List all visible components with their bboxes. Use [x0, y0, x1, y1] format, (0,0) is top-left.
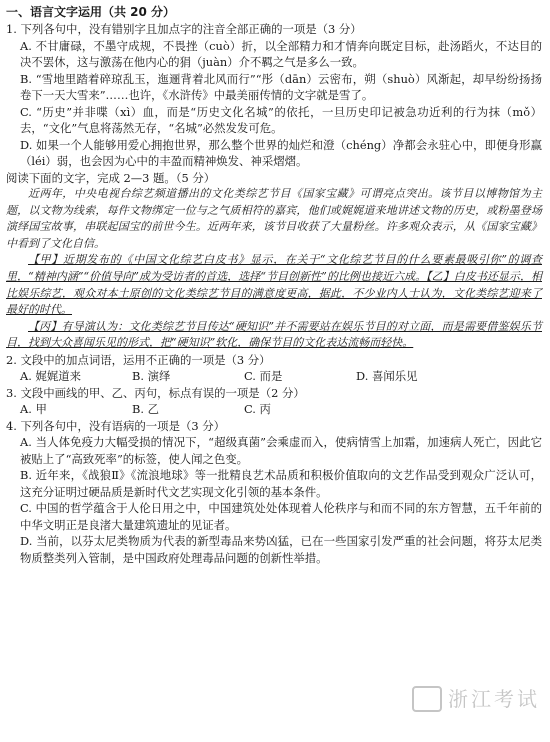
passage-paragraph-2: 【甲】近期发布的《中国文化综艺白皮书》显示，在关于“文化综艺节目的什么要素最吸引你”的调查里，“精神内涵”“价值导向”成为受访者的首选，选择“节目创新性”的比例也接近六成。【乙】白皮书还显示，相比娱乐综艺，观众对本土原创的文化类综艺节目的满意度更高，据此，不少业内人士认为，文化类综艺迎来了最好的时代。 — [6, 253, 542, 317]
passage-paragraph-3: 【丙】有导演认为：文化类综艺节目传达“硬知识”并不需要站在娱乐节目的对立面，而是需要借鉴娱乐节目，找到大众喜闻乐见的形式，把“硬知识”软化，确保节目的文化表达流畅而轻快。 — [6, 319, 542, 350]
question-4-option-d: D. 当前，以芬太尼类物质为代表的新型毒品来势凶猛，已在一些国家引发严重的社会问题，将芬太尼类物质整类列入管制，是中国政府处理毒品问题的创新性举措。 — [20, 534, 542, 565]
watermark — [412, 686, 540, 712]
passage-paragraph-1: 近两年，中央电视台综艺频道播出的文化类综艺节目《国家宝藏》可谓亮点突出。该节目以博物馆为主题，以文物为线索，每件文物绑定一位与之气质相符的嘉宾，他们或娓娓道来地讲述文物的历史，或粉墨登场演绎国宝故事，串联起国宝的前世今生。近两年来，该节目收获了大量粉丝。许多观众表示，从《国家宝藏》中看到了文化自信。 — [6, 187, 542, 250]
exam-page — [6, 3, 542, 566]
question-3-option-b: B. 乙 — [132, 402, 160, 417]
question-3-option-c: C. 丙 — [244, 402, 271, 417]
question-2-options — [6, 368, 542, 385]
question-1-option-a: A. 不甘庸碌，不墨守成规，不畏挫（cuò）折，以全部精力和才情奔向既定目标，赴汤蹈火，不达目的决不罢休，这与激荡在他内心的狷（juàn）介不羁之气是多么一致。 — [20, 38, 542, 69]
question-4-option-b: B. 近年来，《战狼Ⅱ》《流浪地球》等一批精良艺术品质和积极价值取向的文艺作品受到观众广泛认可，这充分证明过硬品质是新时代文艺实现文化引领的基本条件。 — [20, 468, 542, 499]
question-3-stem: 3. 文段中画线的甲、乙、丙句，标点有误的一项是（2 分） — [6, 385, 305, 400]
question-1-stem: 1. 下列各句中，没有错别字且加点字的注音全部正确的一项是（3 分） — [6, 22, 362, 36]
question-4-stem: 4. 下列各句中，没有语病的一项是（3 分） — [6, 418, 225, 433]
question-2-option-b: B. 演绎 — [132, 369, 171, 384]
logo-icon — [412, 686, 442, 712]
question-2-option-d: D. 喜闻乐见 — [356, 369, 418, 384]
section-title: 一、语言文字运用（共 20 分） — [6, 5, 176, 19]
question-2-option-a: A. 娓娓道来 — [20, 369, 82, 384]
question-1-option-c: C. “历史”并非喋（xì）血，而是“历史文化名城”的依托，一旦历史印记被急功近利的行为抹（mǒ）去，“文化”气息将荡然无存，“名城”必然发发可危。 — [20, 104, 542, 135]
question-3-option-a: A. 甲 — [20, 402, 47, 417]
question-2-stem: 2. 文段中的加点词语，运用不正确的一项是（3 分） — [6, 352, 271, 367]
question-3-options — [6, 401, 542, 418]
question-4-option-a: A. 当人体免疫力大幅受损的情况下，“超级真菌”会乘虚而入，使病情雪上加霜，加速病人死亡，因此它被贴上了“高致死率”的标签，使人闻之色变。 — [20, 435, 542, 466]
watermark-text: 浙江考试 — [448, 686, 540, 711]
reading-intro: 阅读下面的文字，完成 2—3 题。（5 分） — [6, 170, 216, 185]
question-2-option-c: C. 而是 — [244, 369, 283, 384]
question-1-option-b: B. “雪地里踏着碎琼乱玉，迤逦背着北风而行”“彤（dān）云密布，朔（shuò）风渐起，却早纷纷扬扬卷下一天大雪来”……也许，《水浒传》中最美丽传情的文字就是雪了。 — [20, 71, 542, 102]
question-1-option-d: D. 如果一个人能够用爱心拥抱世界，那么整个世界的灿烂和澄（chéng）净都会永驻心中，即便身形赢（léi）弱，也会因为心中的丰盈而精神焕发、神采熠熠。 — [20, 137, 542, 168]
question-4-option-c: C. 中国的哲学蕴含于人伦日用之中，中国建筑处处体现着人伦秩序与和而不同的东方智慧，五千年前的中华文明正是良渚大量建筑遗址的见证者。 — [20, 501, 542, 532]
